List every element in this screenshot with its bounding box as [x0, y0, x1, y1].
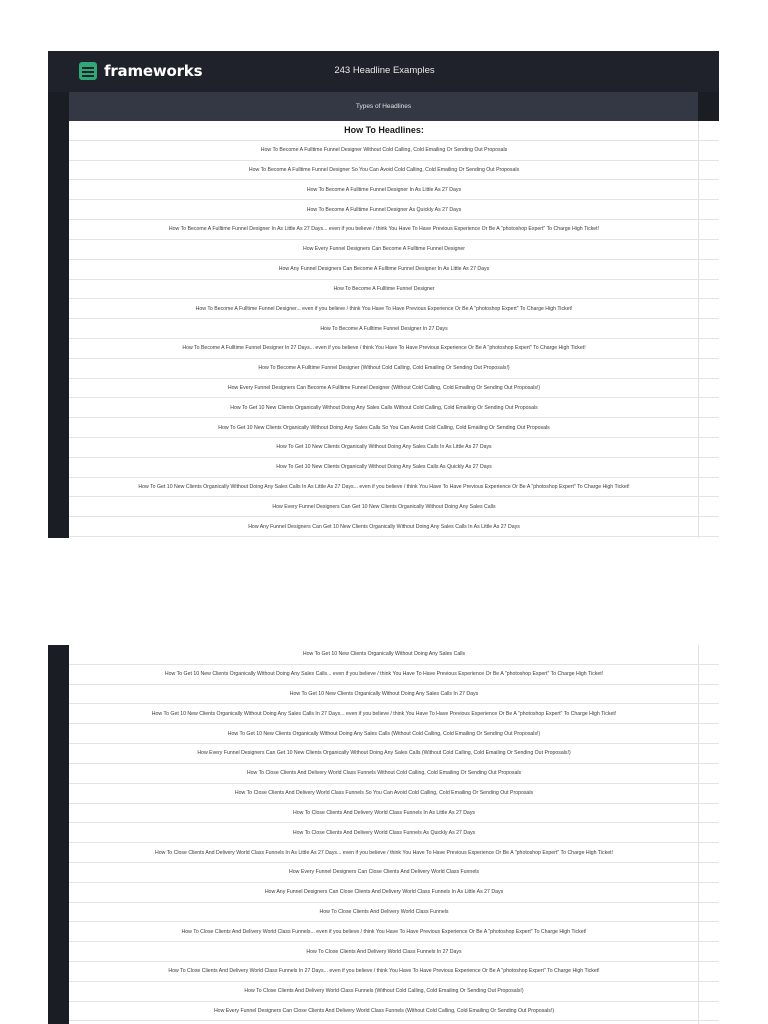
left-sidebar-stripe — [48, 51, 69, 538]
table-row: How Every Funnel Designers Can Close Clients And Delivery World Class Funnels (Without Cold Calling, Cold Emailing Or Sending Out Proposals!) — [69, 1002, 719, 1022]
table-row: How To Close Clients And Delivery World Class Funnels (Without Cold Calling, Cold Emailing Or Sending Out Proposals!) — [69, 982, 719, 1002]
table-row: How To Become A Fulltime Funnel Designer (Without Cold Calling, Cold Emailing Or Sending Out Proposals!) — [69, 359, 719, 379]
table-row: How To Get 10 New Clients Organically Without Doing Any Sales Calls In 27 Days — [69, 685, 719, 705]
table-row: How To Get 10 New Clients Organically Without Doing Any Sales Calls In As Little As 27 Days — [69, 438, 719, 458]
table-row: How To Become A Fulltime Funnel Designer In As Little As 27 Days... even if you believe / think You Have To Have Previous Experience Or Be A "photoshop Expert" To Charge High Ticket! — [69, 220, 719, 240]
table-row: How To Get 10 New Clients Organically Without Doing Any Sales Calls In 27 Days... even if you believe / think You Have To Have Previous Experience Or Be A "photoshop Expert" To Charge High Ticket! — [69, 704, 719, 724]
table-row: How To Become A Fulltime Funnel Designer As Quickly As 27 Days — [69, 200, 719, 220]
table-row: How Every Funnel Designers Can Close Clients And Delivery World Class Funnels — [69, 863, 719, 883]
section-title: How To Headlines: — [69, 121, 719, 141]
table-row: How To Get 10 New Clients Organically Without Doing Any Sales Calls... even if you believe / think You Have To Have Previous Experience Or Be A "photoshop Expert" To Charge High Ticket! — [69, 665, 719, 685]
table-row: How To Become A Fulltime Funnel Designer — [69, 280, 719, 300]
table-row: How To Get 10 New Clients Organically Without Doing Any Sales Calls In As Little As 27 Days... even if you believe / think You Have To Have Previous Experience Or Be A "photoshop Expert" To Charge High Ticket! — [69, 478, 719, 498]
table-subheader: Types of Headlines — [69, 92, 698, 121]
table-row: How Every Funnel Designers Can Become A Fulltime Funnel Designer — [69, 240, 719, 260]
table-row: How To Become A Fulltime Funnel Designer In As Little As 27 Days — [69, 180, 719, 200]
table-row: How To Close Clients And Delivery World Class Funnels Without Cold Calling, Cold Emailing Or Sending Out Proposals — [69, 764, 719, 784]
headline-table — [69, 645, 719, 1021]
document-page-2 — [48, 645, 719, 1024]
table-row: How To Close Clients And Delivery World Class Funnels — [69, 903, 719, 923]
table-row: How To Get 10 New Clients Organically Without Doing Any Sales Calls As Quickly As 27 Days — [69, 458, 719, 478]
brand-name: frameworks — [104, 62, 203, 80]
table-row: How Any Funnel Designers Can Close Clients And Delivery World Class Funnels In As Little As 27 Days — [69, 883, 719, 903]
table-row: How To Close Clients And Delivery World Class Funnels As Quickly As 27 Days — [69, 823, 719, 843]
table-row: How To Close Clients And Delivery World Class Funnels So You Can Avoid Cold Calling, Cold Emailing Or Sending Out Proposals — [69, 784, 719, 804]
left-sidebar-stripe — [48, 645, 69, 1024]
document-header — [48, 51, 719, 92]
table-row: How To Become A Fulltime Funnel Designer Without Cold Calling, Cold Emailing Or Sending Out Proposals — [69, 141, 719, 161]
document-page-1 — [48, 51, 719, 538]
table-row: How To Close Clients And Delivery World Class Funnels In 27 Days... even if you believe / think You Have To Have Previous Experience Or Be A "photoshop Expert" To Charge High Ticket! — [69, 962, 719, 982]
table-row: How To Become A Fulltime Funnel Designer So You Can Avoid Cold Calling, Cold Emailing Or Sending Out Proposals — [69, 161, 719, 181]
table-row: How To Become A Fulltime Funnel Designer... even if you believe / think You Have To Have Previous Experience Or Be A "photoshop Expert" To Charge High Ticket! — [69, 299, 719, 319]
table-row: How To Get 10 New Clients Organically Without Doing Any Sales Calls — [69, 645, 719, 665]
table-row: How Every Funnel Designers Can Get 10 New Clients Organically Without Doing Any Sales Calls (Without Cold Calling, Cold Emailing Or Sending Out Proposals!) — [69, 744, 719, 764]
table-row: How To Get 10 New Clients Organically Without Doing Any Sales Calls (Without Cold Calling, Cold Emailing Or Sending Out Proposals!) — [69, 724, 719, 744]
table-row: How Any Funnel Designers Can Get 10 New Clients Organically Without Doing Any Sales Calls In As Little As 27 Days — [69, 517, 719, 537]
headline-table — [69, 121, 719, 537]
table-row: How Any Funnel Designers Can Become A Fulltime Funnel Designer In As Little As 27 Days — [69, 260, 719, 280]
table-row: How To Become A Fulltime Funnel Designer In 27 Days — [69, 319, 719, 339]
table-row: How Every Funnel Designers Can Become A Fulltime Funnel Designer (Without Cold Calling, Cold Emailing Or Sending Out Proposals!) — [69, 379, 719, 399]
document-title: 243 Headline Examples — [334, 65, 435, 76]
table-row: How To Close Clients And Delivery World Class Funnels... even if you believe / think You Have To Have Previous Experience Or Be A "photoshop Expert" To Charge High Ticket! — [69, 922, 719, 942]
table-row: How Every Funnel Designers Can Get 10 New Clients Organically Without Doing Any Sales Calls — [69, 497, 719, 517]
table-row: How To Get 10 New Clients Organically Without Doing Any Sales Calls Without Cold Calling, Cold Emailing Or Sending Out Proposals — [69, 398, 719, 418]
subheader-right-cell — [698, 92, 719, 121]
table-row: How To Get 10 New Clients Organically Without Doing Any Sales Calls So You Can Avoid Cold Calling, Cold Emailing Or Sending Out Proposals — [69, 418, 719, 438]
table-row: How To Close Clients And Delivery World Class Funnels In As Little As 27 Days... even if you believe / think You Have To Have Previous Experience Or Be A "photoshop Expert" To Charge High Ticket! — [69, 843, 719, 863]
table-row: How To Close Clients And Delivery World Class Funnels In As Little As 27 Days — [69, 804, 719, 824]
table-row: How To Close Clients And Delivery World Class Funnels In 27 Days — [69, 942, 719, 962]
table-row: How To Become A Fulltime Funnel Designer In 27 Days... even if you believe / think You Have To Have Previous Experience Or Be A "photoshop Expert" To Charge High Ticket! — [69, 339, 719, 359]
